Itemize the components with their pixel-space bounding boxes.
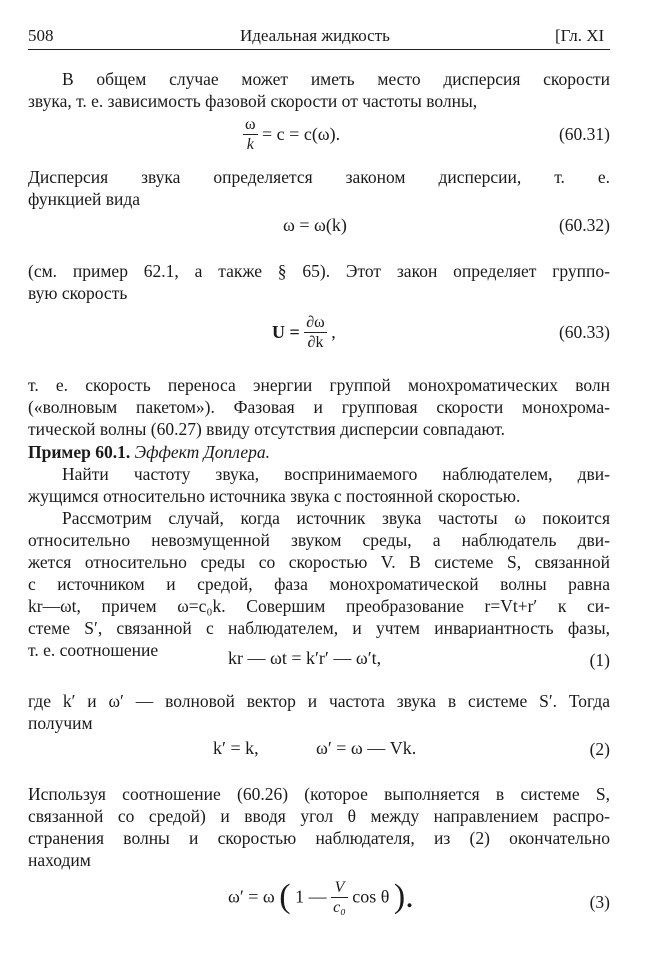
equation-rest: = c = c(ω).: [262, 124, 341, 144]
equation-cos: cos θ: [352, 886, 390, 907]
text-line: жущимся относительно источника звука с постоянной скоростью.: [28, 486, 521, 506]
equation-3: [228, 878, 414, 916]
text-line: (см. пример 62.1, а также § 65). Этот закон определяет группо-: [28, 261, 610, 281]
text-line: вую скорость: [28, 283, 128, 303]
equation-term: 1 —: [295, 886, 327, 907]
equation-number: (3): [589, 892, 610, 912]
running-title: Идеальная жидкость: [240, 26, 390, 45]
example-title: Эффект Доплера.: [134, 442, 270, 462]
text-line: с источником и средой, фаза монохроматической волны равна: [28, 574, 610, 594]
text-line: Рассмотрим случай, когда источник звука частоты ω покоится: [62, 508, 610, 528]
text-line: («волновым пакетом»). Фазовая и групповая скорости монохрома-: [28, 397, 610, 417]
equation-60-31: [243, 116, 340, 153]
equation-60-33: [272, 314, 336, 351]
equation-number: (60.31): [558, 124, 610, 144]
chapter-label: [Гл. XI: [555, 26, 605, 45]
page-number: 508: [28, 26, 54, 45]
text-line: странения волны и скоростью наблюдателя, из (2) окончательно: [28, 828, 610, 848]
header-rule: [28, 49, 610, 50]
fraction-denominator: c₀: [333, 898, 346, 916]
equation-number: (2): [589, 739, 610, 759]
text-line: т. е. соотношение: [28, 640, 159, 660]
equation-number: (60.33): [558, 322, 610, 342]
fraction-numerator: ∂ω: [306, 314, 325, 331]
example-heading: [28, 441, 610, 463]
text-line: т. е. скорость переноса энергии группой монохроматических волн: [28, 375, 610, 395]
equation-number: (60.32): [558, 215, 610, 235]
text-line: функцией вида: [28, 189, 141, 209]
text-line: Найти частоту звука, воспринимаемого наблюдателем, дви-: [62, 464, 610, 484]
text-line: стеме S′, связанной с наблюдателем, и учтем инвариантность фазы,: [28, 618, 610, 638]
text-line: Дисперсия звука определяется законом дисперсии, т. е.: [28, 167, 610, 187]
fraction-denominator: ∂k: [307, 334, 324, 351]
right-paren: ).: [393, 878, 414, 915]
equation-1: kr — ωt = k′r′ — ω′t,: [228, 648, 382, 668]
text-line: звука, т. е. зависимость фазовой скорости от частоты волны,: [28, 91, 478, 111]
fraction: [243, 116, 258, 153]
equation-2a: k′ = k,: [213, 738, 259, 758]
equation-lhs: U =: [272, 322, 300, 342]
text-line: kr—ωt, причем ω=c₀k. Совершим преобразование r=Vt+r′ к си-: [28, 596, 610, 616]
example-label: Пример 60.1.: [28, 442, 131, 462]
text-line: В общем случае может иметь место дисперсия скорости: [62, 69, 610, 89]
fraction-numerator: V: [331, 879, 348, 898]
equation-lhs: ω′ = ω: [228, 886, 275, 907]
text-line: жется относительно среды со скоростью V. В системе S, связанной: [28, 552, 610, 572]
text-line: связанной со средой) и вводя угол θ между направлением распро-: [28, 806, 610, 826]
left-paren: (: [279, 878, 291, 915]
text-line: где k′ и ω′ — волновой вектор и частота звука в системе S′. Тогда: [28, 691, 610, 711]
fraction-numerator: ω: [245, 116, 256, 133]
equation-60-32: ω = ω(k): [283, 215, 347, 235]
text-line: Используя соотношение (60.26) (которое выполняется в системе S,: [28, 784, 610, 804]
text-line: тической волны (60.27) ввиду отсутствия дисперсии совпадают.: [28, 419, 506, 439]
text-line: получим: [28, 713, 93, 733]
equation-2b: ω′ = ω — Vk.: [316, 738, 417, 758]
fraction-denominator: k: [246, 136, 254, 153]
equation-number: (1): [589, 650, 610, 670]
fraction: [331, 879, 348, 916]
text-line: относительно невозмущенной звуком среды, а наблюдатель дви-: [28, 530, 610, 550]
fraction: [304, 314, 326, 351]
text-line: находим: [28, 850, 91, 870]
equation-tail: ,: [331, 322, 336, 342]
